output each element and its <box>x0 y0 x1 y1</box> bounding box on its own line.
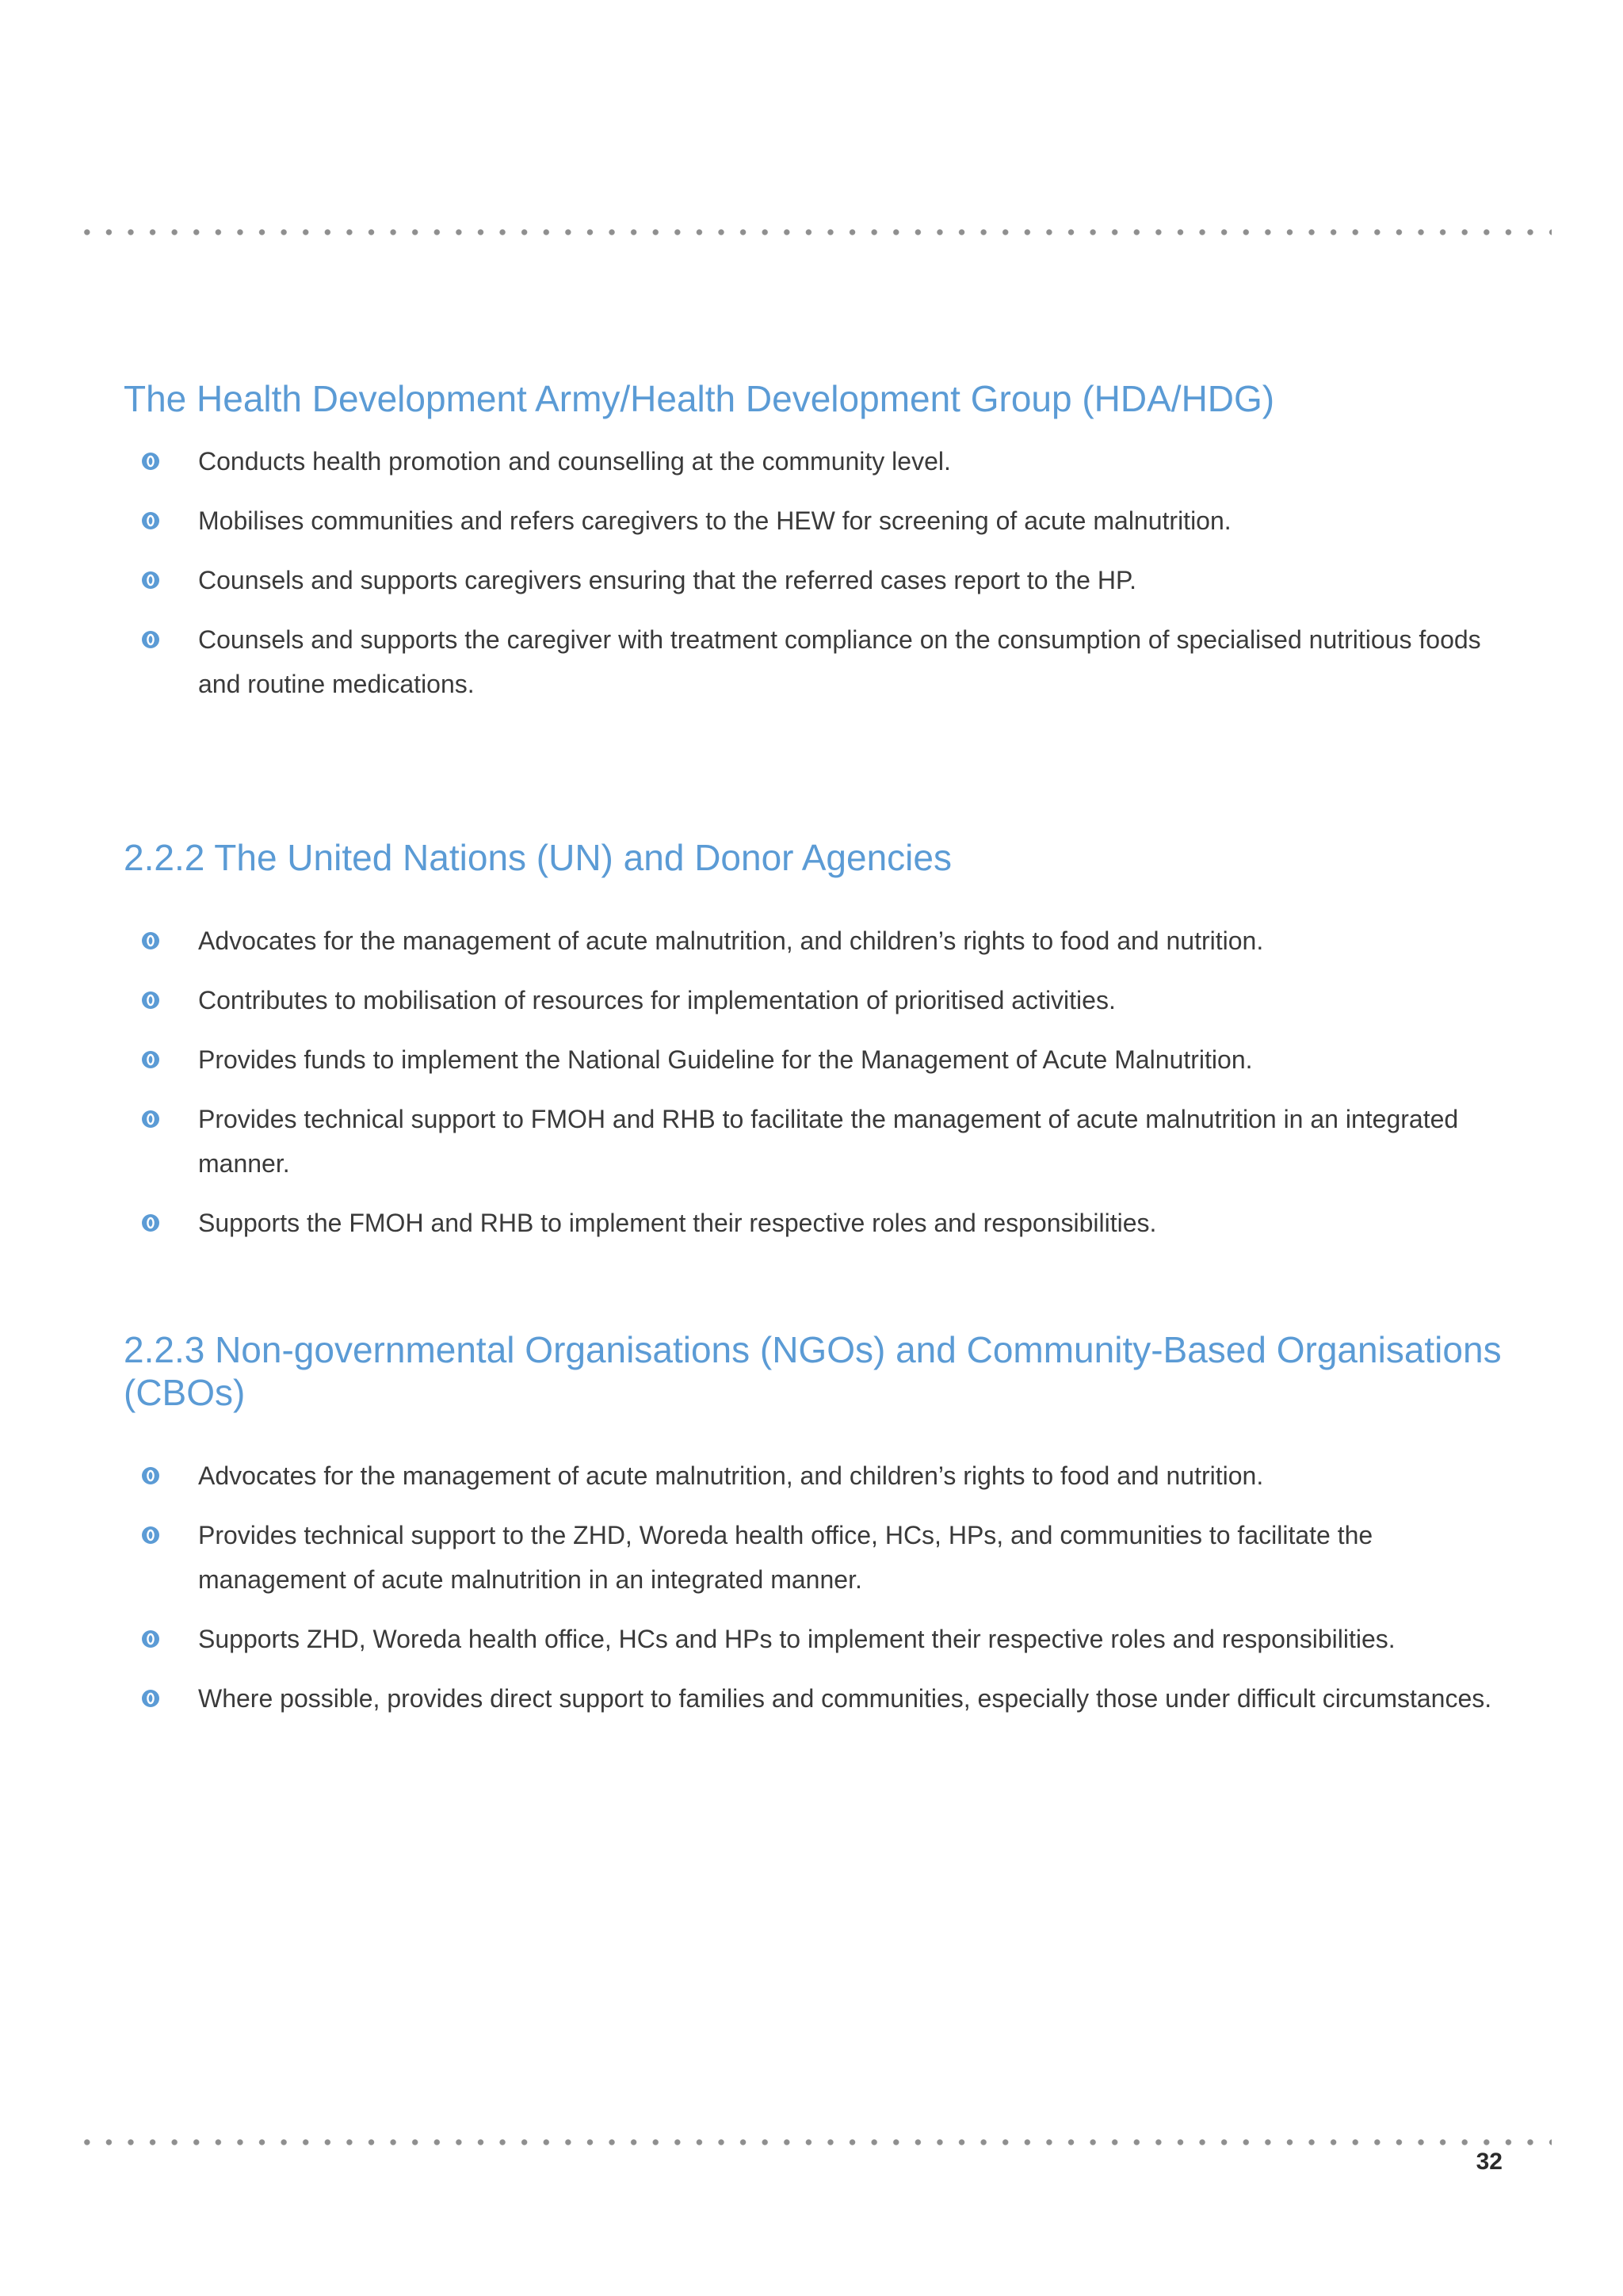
circle-bullet-icon <box>141 1213 160 1232</box>
list-item-text: Provides funds to implement the National Guideline for the Management of Acute Malnutrition. <box>198 1045 1253 1074</box>
circle-bullet-icon <box>141 452 160 471</box>
list-item-text: Conducts health promotion and counselling at the community level. <box>198 447 951 476</box>
list-item <box>124 1676 1518 1721</box>
list-item-text: Mobilises communities and refers caregivers to the HEW for screening of acute malnutrition. <box>198 506 1232 535</box>
list-item <box>124 1097 1518 1186</box>
list-item-text: Counsels and supports the caregiver with treatment compliance on the consumption of specialised nutritious foods and routine medications. <box>198 625 1481 698</box>
list-item <box>124 617 1518 706</box>
list-item-text: Supports ZHD, Woreda health office, HCs and HPs to implement their respective roles and responsibilities. <box>198 1625 1396 1653</box>
circle-bullet-icon <box>141 1050 160 1069</box>
bottom-dotted-rule <box>76 2138 1552 2146</box>
list-item <box>124 919 1518 963</box>
list-item-text: Supports the FMOH and RHB to implement their respective roles and responsibilities. <box>198 1209 1157 1237</box>
list-item-text: Advocates for the management of acute malnutrition, and children’s rights to food and nutrition. <box>198 926 1264 955</box>
list-item <box>124 1513 1518 1602</box>
circle-bullet-icon <box>141 630 160 649</box>
bullet-list-un-donor-agencies <box>124 919 1518 1245</box>
section-heading-hda-hdg: The Health Development Army/Health Development Group (HDA/HDG) <box>124 378 1275 419</box>
bullet-list-hda-hdg <box>124 439 1518 706</box>
section-heading-un-donor-agencies: 2.2.2 The United Nations (UN) and Donor Agencies <box>124 837 952 878</box>
list-item-text: Advocates for the management of acute malnutrition, and children’s rights to food and nutrition. <box>198 1461 1264 1490</box>
circle-bullet-icon <box>141 511 160 530</box>
list-item-text: Provides technical support to the ZHD, Woreda health office, HCs, HPs, and communities to facilitate the management of acute malnutrition in an integrated manner. <box>198 1521 1373 1594</box>
list-item <box>124 439 1518 483</box>
list-item <box>124 1037 1518 1082</box>
circle-bullet-icon <box>141 931 160 950</box>
list-item <box>124 978 1518 1022</box>
page-number: 32 <box>1476 2149 1503 2175</box>
list-item-text: Counsels and supports caregivers ensuring that the referred cases report to the HP. <box>198 566 1137 594</box>
section-heading-ngos-cbos: 2.2.3 Non-governmental Organisations (NGOs) and Community-Based Organisations (CBOs) <box>124 1329 1502 1413</box>
circle-bullet-icon <box>141 1110 160 1129</box>
list-item <box>124 1201 1518 1245</box>
list-item-text: Contributes to mobilisation of resources for implementation of prioritised activities. <box>198 986 1116 1014</box>
circle-bullet-icon <box>141 991 160 1010</box>
section-hda-hdg <box>124 377 1518 721</box>
circle-bullet-icon <box>141 1629 160 1648</box>
list-item-text: Where possible, provides direct support to families and communities, especially those under difficult circumstances. <box>198 1684 1492 1713</box>
list-item <box>124 1617 1518 1661</box>
circle-bullet-icon <box>141 1466 160 1485</box>
list-item <box>124 1454 1518 1498</box>
list-item <box>124 558 1518 602</box>
circle-bullet-icon <box>141 1689 160 1708</box>
bullet-list-ngos-cbos <box>124 1454 1518 1721</box>
circle-bullet-icon <box>141 571 160 590</box>
circle-bullet-icon <box>141 1526 160 1545</box>
top-dotted-rule <box>76 228 1552 236</box>
section-un-donor-agencies <box>124 836 1518 1260</box>
list-item-text: Provides technical support to FMOH and RHB to facilitate the management of acute malnutrition in an integrated manner. <box>198 1105 1459 1178</box>
section-ngos-cbos <box>124 1328 1518 1736</box>
list-item <box>124 499 1518 543</box>
